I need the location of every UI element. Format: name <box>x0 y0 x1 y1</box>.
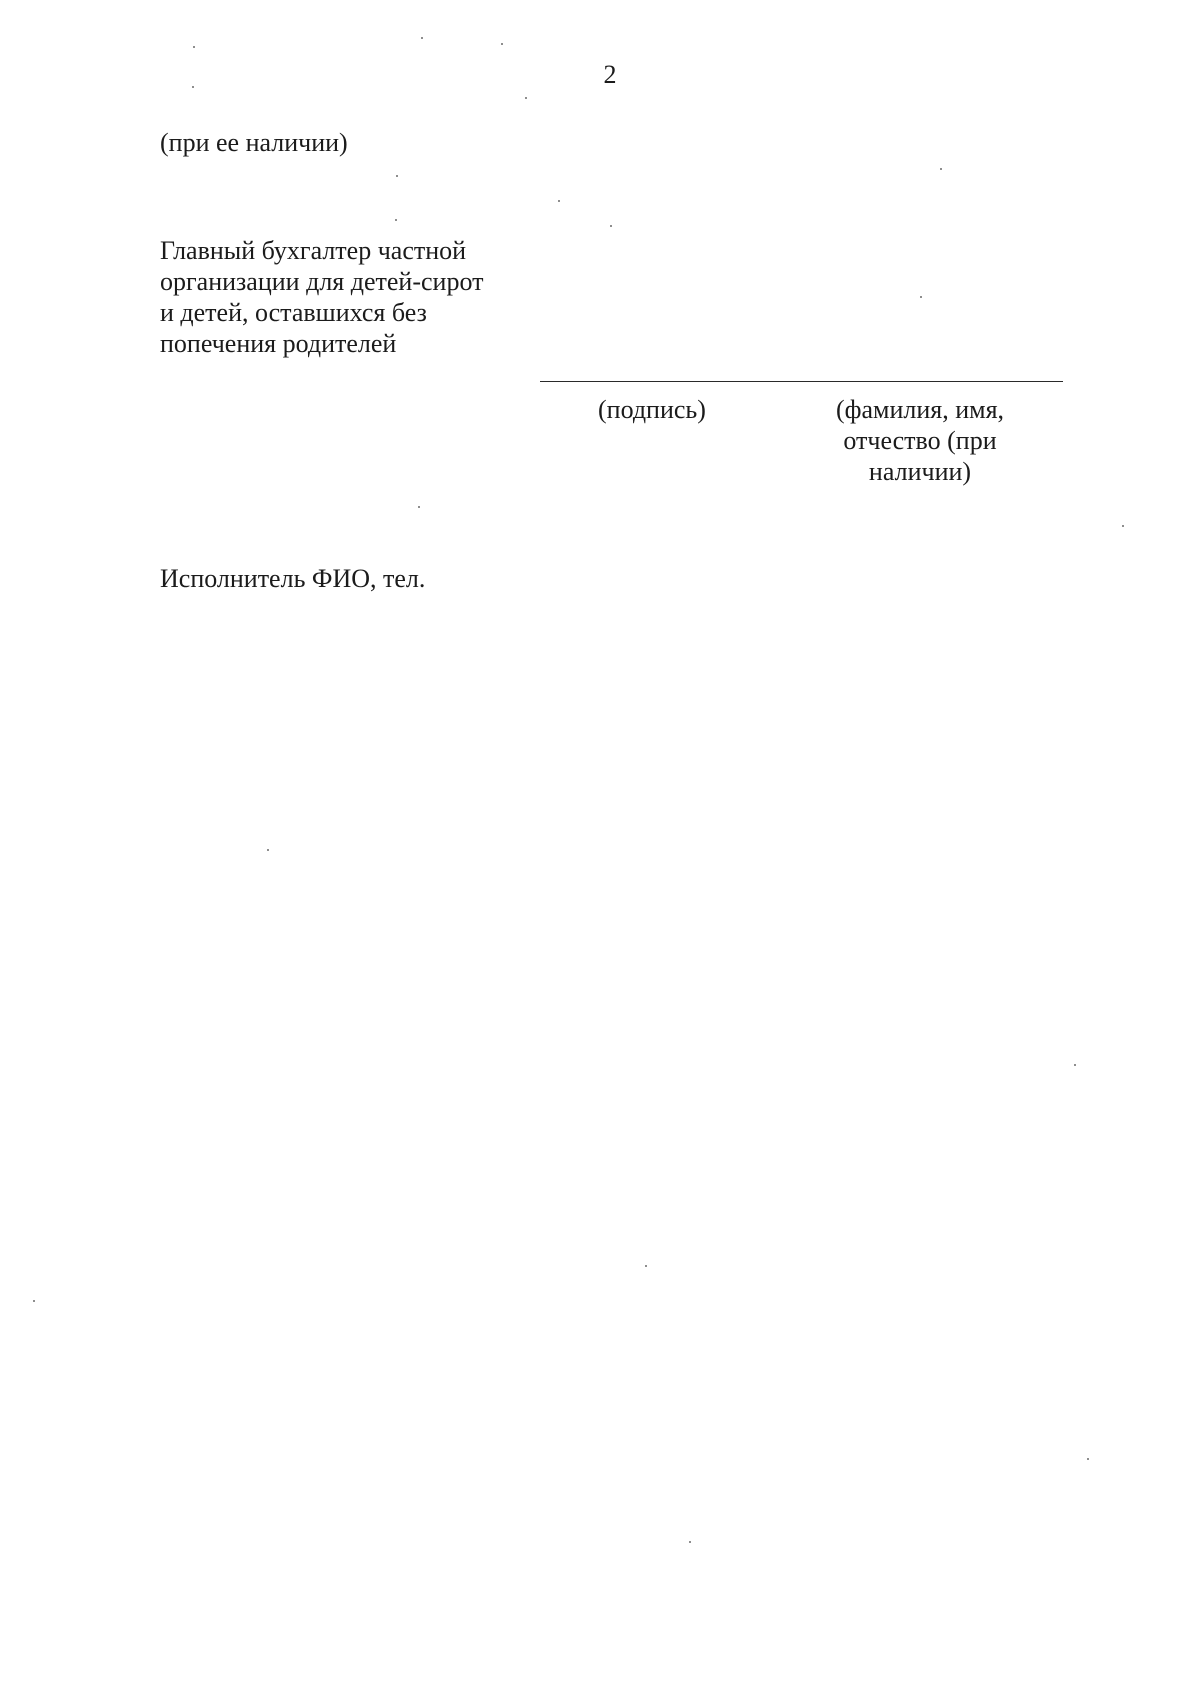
full-name-caption-line-1: (фамилия, имя, <box>835 395 1005 424</box>
scan-speck <box>192 86 194 88</box>
page-number: 2 <box>603 60 617 89</box>
full-name-caption <box>810 394 1030 487</box>
executor-line: Исполнитель ФИО, тел. <box>160 564 426 593</box>
chief-accountant-title <box>160 235 540 359</box>
scan-speck <box>920 296 922 298</box>
scan-speck <box>645 1265 647 1267</box>
scan-speck <box>689 1541 691 1543</box>
chief-accountant-title-line-3: и детей, оставшихся без <box>160 298 427 327</box>
scan-speck <box>501 43 503 45</box>
scan-speck <box>1087 1458 1089 1460</box>
chief-accountant-title-line-2: организации для детей-сирот <box>160 267 484 296</box>
chief-accountant-title-line-1: Главный бухгалтер частной <box>160 236 467 265</box>
scan-speck <box>1074 1064 1076 1066</box>
full-name-caption-line-2: отчество (при <box>843 426 997 455</box>
scan-speck <box>558 200 560 202</box>
scan-speck <box>267 849 269 851</box>
signature-caption: (подпись) <box>598 395 706 424</box>
scan-speck <box>610 225 612 227</box>
scan-speck <box>525 97 527 99</box>
scan-speck <box>418 506 420 508</box>
scan-speck <box>395 219 397 221</box>
scan-speck <box>940 168 942 170</box>
scan-speck <box>396 175 398 177</box>
scan-speck <box>1122 525 1124 527</box>
scan-speck <box>33 1300 35 1302</box>
full-name-caption-line-3: наличии) <box>868 457 972 486</box>
signature-line <box>540 381 1063 382</box>
chief-accountant-title-line-4: попечения родителей <box>160 329 397 358</box>
scan-speck <box>421 37 423 39</box>
previous-block-tail-line: (при ее наличии) <box>160 128 348 157</box>
scan-speck <box>193 46 195 48</box>
